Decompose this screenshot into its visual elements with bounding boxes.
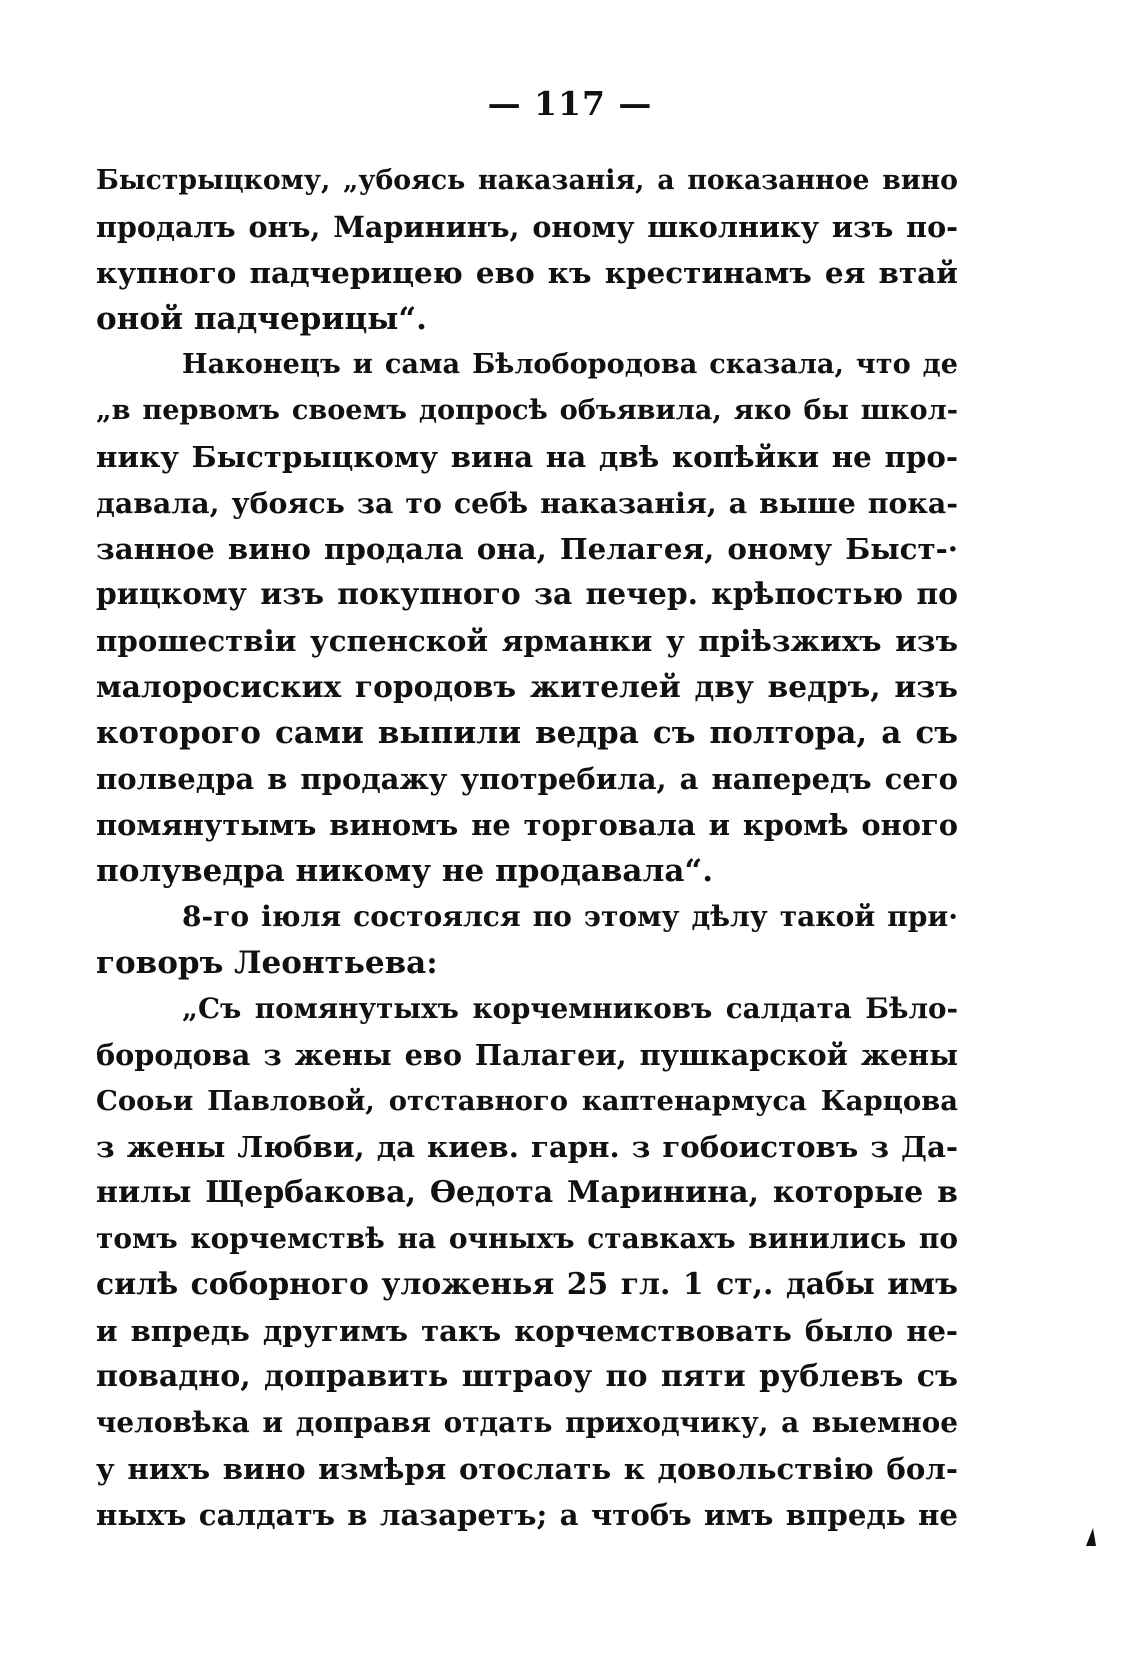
text-line: говоръ Леонтьева:: [96, 945, 438, 981]
text-line: продалъ онъ, Марининъ, оному школнику изъ по-: [96, 210, 958, 244]
text-line: и впредь другимъ такъ корчемствовать было не-: [96, 1314, 958, 1348]
text-line: которого сами выпили ведра съ полтора, а съ: [96, 715, 958, 751]
text-line: бородова з жены ево Палагеи, пушкарской жены: [96, 1038, 958, 1072]
text-line: у нихъ вино измѣря отослать к довольствію бол-: [96, 1452, 958, 1486]
text-line: нилы Щербакова, Өедота Маринина, которые в: [96, 1175, 958, 1210]
text-line: „в первомъ своемъ допросѣ объявила, яко бы школ-: [96, 395, 958, 426]
text-line: полуведра никому не продавала“.: [96, 853, 714, 889]
text-line: рицкому изъ покупного за печер. крѣпостью по: [96, 577, 958, 612]
text-line: прошествіи успенской ярманки у пріѣзжихъ изъ: [96, 624, 958, 658]
text-line: человѣка и доправя отдать приходчику, а выемное: [96, 1406, 958, 1439]
text-line: з жены Любви, да киев. гарн. з гобоистовъ з Да-: [96, 1130, 958, 1164]
text-line: помянутымъ виномъ не торговала и кромѣ оного: [96, 808, 958, 842]
text-line: 8-го іюля состоялся по этому дѣлу такой при·: [182, 900, 958, 933]
text-line: нику Быстрыцкому вина на двѣ копѣйки не про-: [96, 440, 958, 474]
margin-mark-icon: [1086, 1528, 1096, 1546]
text-line: занное вино продала она, Пелагея, оному Быст-·: [96, 531, 958, 566]
text-line: силѣ соборного уложенья 25 гл. 1 ст,. дабы имъ: [96, 1267, 958, 1302]
text-line: Быстрыцкому, „убоясь наказанія, а показанное вино: [96, 165, 958, 196]
text-line: Наконецъ и сама Бѣлобородова сказала, что де: [182, 349, 958, 380]
text-line: томъ корчемствѣ на очныхъ ставкахъ винились по: [96, 1222, 958, 1255]
text-line: давала, убоясь за то себѣ наказанія, а выше пока-: [96, 486, 958, 520]
text-line: полведра в продажу употребила, а напередъ сего: [96, 762, 958, 796]
body-text: [96, 158, 958, 1538]
text-line: ныхъ салдатъ в лазаретъ; а чтобъ имъ впредь не: [96, 1498, 958, 1532]
text-line: повадно, доправить штраоу по пяти рублевъ съ: [96, 1359, 958, 1394]
page-number: — 117 —: [487, 84, 653, 123]
text-line: „Съ помянутыхъ корчемниковъ салдата Бѣло-: [182, 992, 958, 1025]
text-line: оной падчерицы“.: [96, 301, 427, 337]
text-line: купного падчерицею ево къ крестинамъ ея втай: [96, 255, 958, 290]
text-line: малоросиских городовъ жителей дву ведръ, изъ: [96, 669, 958, 704]
text-line: Сооьи Павловой, отставного каптенармуса Карцова: [96, 1085, 958, 1117]
